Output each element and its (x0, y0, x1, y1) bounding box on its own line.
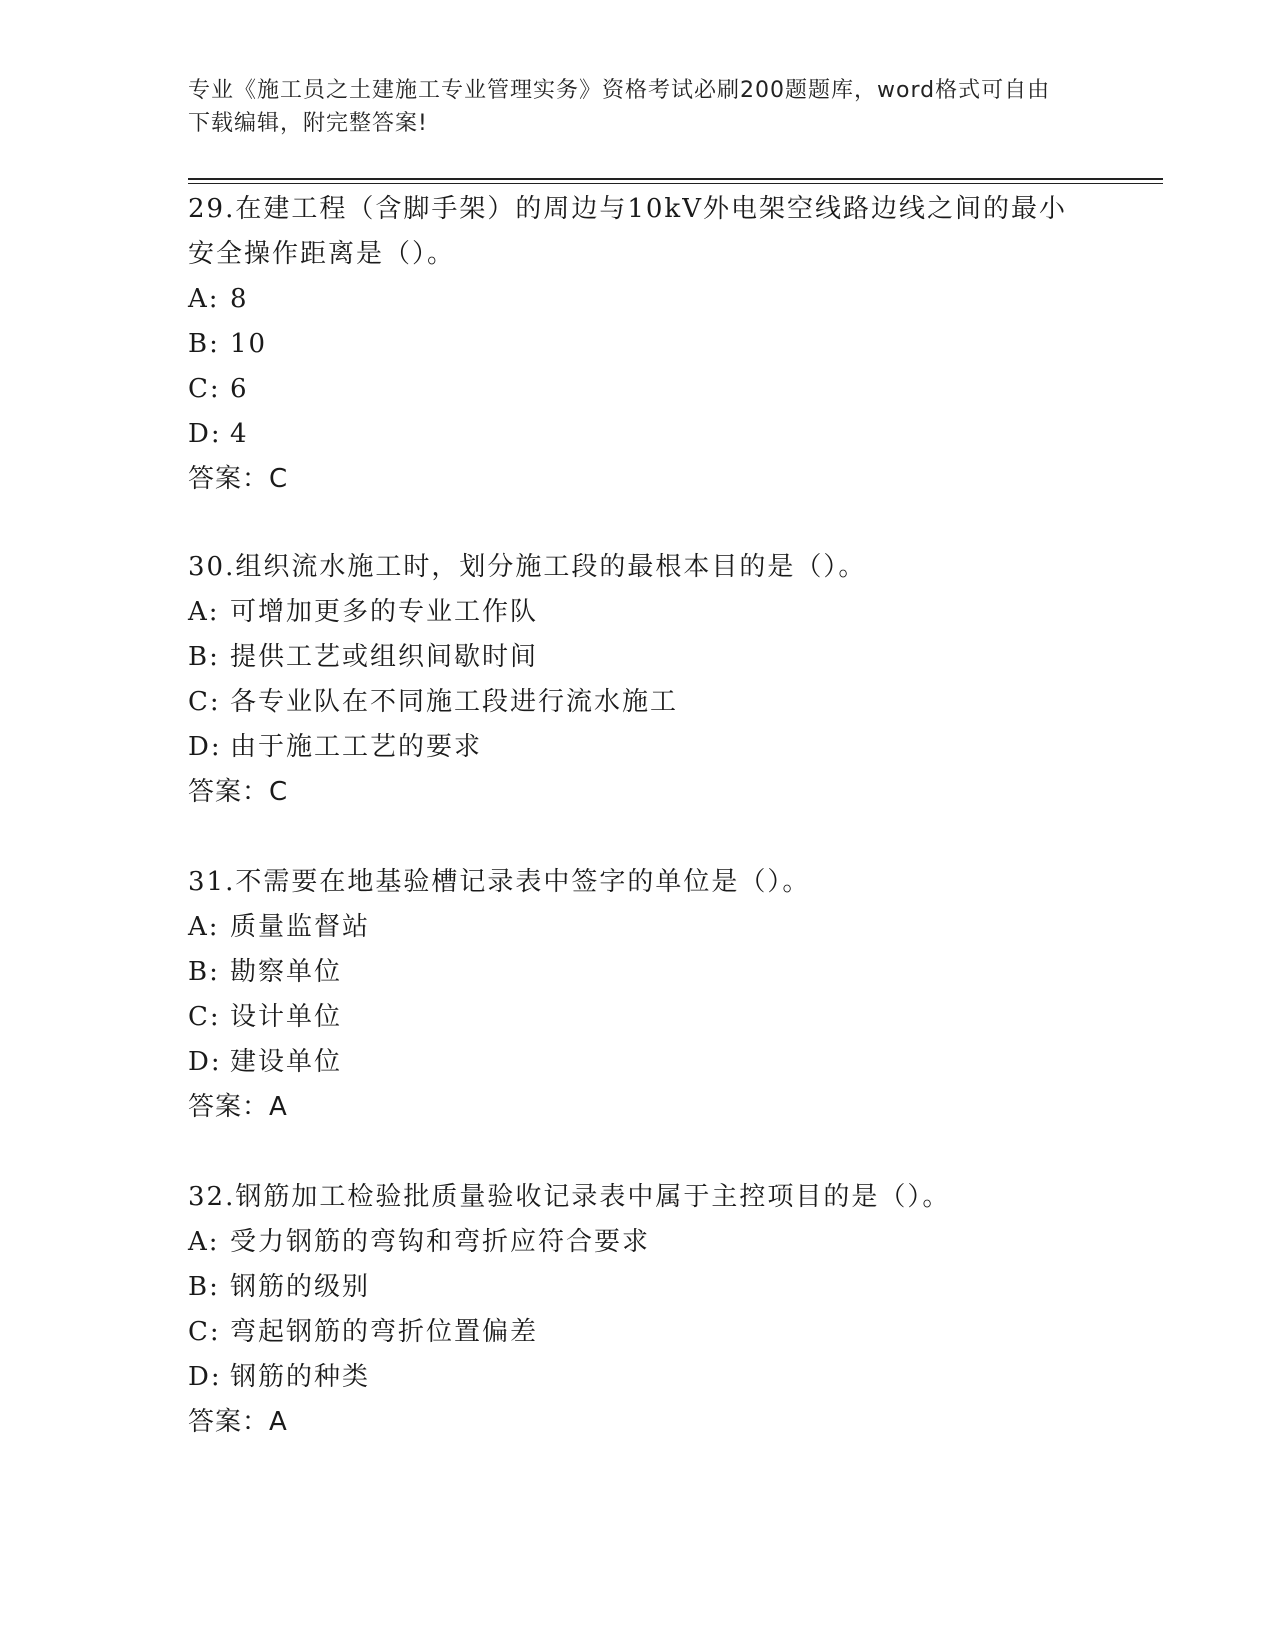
option-text: 建设单位 (230, 1047, 343, 1077)
answer: 答案：A (188, 1092, 288, 1122)
option-c (188, 1310, 1088, 1355)
option-c (188, 367, 1088, 412)
question-text: 31.不需要在地基验槽记录表中签字的单位是（）。 (188, 867, 811, 897)
option-text: 设计单位 (230, 1002, 343, 1032)
option-key: A: (188, 1227, 220, 1257)
option-a (188, 905, 1088, 950)
option-text: 4 (230, 419, 249, 449)
option-b (188, 322, 1088, 367)
option-text: 6 (230, 374, 249, 404)
option-d (188, 1355, 1088, 1400)
option-key: A: (188, 284, 220, 314)
option-key: C: (188, 374, 221, 404)
option-key: B: (188, 957, 220, 987)
answer: 答案：A (188, 1407, 288, 1437)
option-key: B: (188, 642, 220, 672)
option-key: D: (188, 1047, 222, 1077)
option-b (188, 1265, 1088, 1310)
option-key: B: (188, 329, 220, 359)
header-rule-thick (188, 178, 1163, 180)
option-d (188, 1040, 1088, 1085)
option-text: 可增加更多的专业工作队 (230, 597, 539, 627)
option-key: C: (188, 1002, 221, 1032)
question-31 (188, 860, 1088, 1130)
option-text: 各专业队在不同施工段进行流水施工 (230, 687, 679, 717)
option-text: 弯起钢筋的弯折位置偏差 (230, 1317, 539, 1347)
option-c (188, 995, 1088, 1040)
option-text: 钢筋的种类 (230, 1362, 371, 1392)
option-a (188, 590, 1088, 635)
option-key: D: (188, 732, 222, 762)
option-text: 钢筋的级别 (230, 1272, 371, 1302)
option-key: B: (188, 1272, 220, 1302)
option-text: 勘察单位 (230, 957, 343, 987)
option-key: A: (188, 912, 220, 942)
header-rule-thin (188, 183, 1163, 184)
option-text: 质量监督站 (230, 912, 371, 942)
option-b (188, 950, 1088, 995)
option-text: 受力钢筋的弯钩和弯折应符合要求 (230, 1227, 651, 1257)
option-text: 由于施工工艺的要求 (230, 732, 483, 762)
option-c (188, 680, 1088, 725)
option-key: D: (188, 1362, 222, 1392)
answer: 答案：C (188, 777, 289, 807)
option-text: 8 (230, 284, 249, 314)
option-key: C: (188, 1317, 221, 1347)
option-key: A: (188, 597, 220, 627)
option-key: D: (188, 419, 222, 449)
option-text: 10 (230, 329, 268, 359)
option-a (188, 1220, 1088, 1265)
document-header: 专业《施工员之土建施工专业管理实务》资格考试必刷200题题库，word格式可自由下载编辑，附完整答案! (188, 78, 1051, 136)
option-a (188, 277, 1088, 322)
question-29 (188, 187, 1088, 502)
option-d (188, 725, 1088, 770)
question-text: 29.在建工程（含脚手架）的周边与10kV外电架空线路边线之间的最小安全操作距离是（）。 (188, 194, 1067, 269)
option-key: C: (188, 687, 221, 717)
question-32 (188, 1175, 1088, 1445)
question-text: 30.组织流水施工时，划分施工段的最根本目的是（）。 (188, 552, 867, 582)
question-30 (188, 545, 1088, 815)
option-d (188, 412, 1088, 457)
answer: 答案：C (188, 464, 289, 494)
option-text: 提供工艺或组织间歇时间 (230, 642, 539, 672)
question-text: 32.钢筋加工检验批质量验收记录表中属于主控项目的是（）。 (188, 1182, 951, 1212)
option-b (188, 635, 1088, 680)
